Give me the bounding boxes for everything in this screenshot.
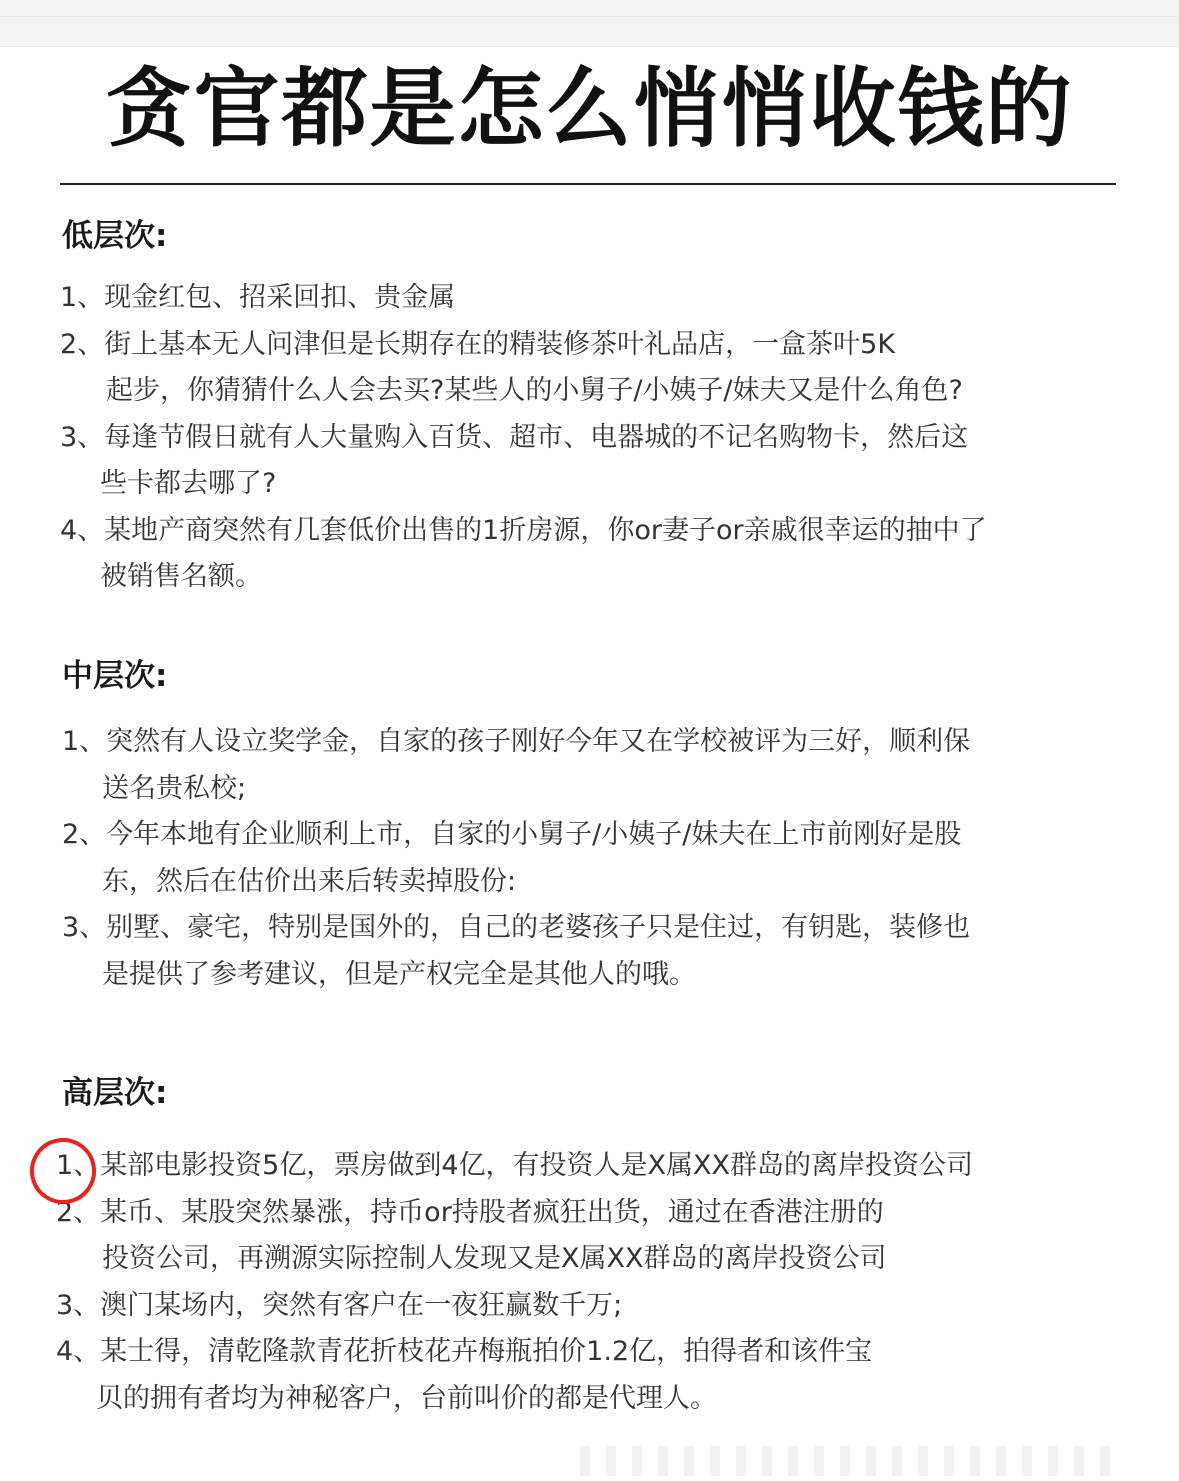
list-item: 4、某士得，清乾隆款青花折枝花卉梅瓶拍价1.2亿，拍得者和该件宝: [56, 1336, 873, 1367]
list-item-continuation: 送名贵私校;: [102, 773, 247, 804]
list-item: 3、每逢节假日就有人大量购入百货、超市、电器城的不记名购物卡，然后这: [60, 422, 969, 453]
list-item-continuation: 投资公司，再溯源实际控制人发现又是X属XX群岛的离岸投资公司: [102, 1243, 887, 1274]
list-item-continuation: 起步，你猜猜什么人会去买?某些人的小舅子/小姨子/妹夫又是什么角色?: [106, 375, 963, 406]
cut-off-text-fragment: [580, 1446, 1120, 1476]
list-item-continuation: 被销售名额。: [100, 561, 262, 592]
list-item: 1、现金红包、招采回扣、贵金属: [60, 282, 456, 313]
page-title: 贪官都是怎么悄悄收钱的: [105, 58, 1074, 159]
list-item: 1、突然有人设立奖学金，自家的孩子刚好今年又在学校被评为三好，顺利保: [62, 726, 971, 757]
section-heading-mid: 中层次:: [62, 658, 168, 694]
list-item: 4、某地产商突然有几套低价出售的1折房源，你or妻子or亲戚很幸运的抽中了: [60, 515, 987, 546]
section-heading-high: 高层次:: [62, 1075, 168, 1111]
list-item: 2、某币、某股突然暴涨，持币or持股者疯狂出货，通过在香港注册的: [56, 1197, 884, 1228]
top-divider: [0, 16, 1179, 17]
title-underline: [60, 183, 1116, 185]
list-item: 1、某部电影投资5亿，票房做到4亿，有投资人是X属XX群岛的离岸投资公司: [56, 1150, 974, 1181]
list-item: 3、别墅、豪宅，特别是国外的，自己的老婆孩子只是住过，有钥匙，装修也: [62, 912, 971, 943]
list-item-continuation: 贝的拥有者均为神秘客户，台前叫价的都是代理人。: [96, 1383, 717, 1414]
list-item-continuation: 些卡都去哪了?: [100, 468, 277, 499]
list-item-continuation: 是提供了参考建议，但是产权完全是其他人的哦。: [102, 959, 696, 990]
list-item: 2、今年本地有企业顺利上市，自家的小舅子/小姨子/妹夫在上市前刚好是股: [62, 819, 962, 850]
list-item: 2、街上基本无人问津但是长期存在的精装修茶叶礼品店，一盒茶叶5K: [60, 329, 896, 360]
section-heading-low: 低层次:: [62, 218, 168, 254]
top-strip: [0, 0, 1179, 47]
list-item-continuation: 东，然后在估价出来后转卖掉股份:: [102, 866, 517, 897]
list-item: 3、澳门某场内，突然有客户在一夜狂赢数千万;: [56, 1290, 623, 1321]
